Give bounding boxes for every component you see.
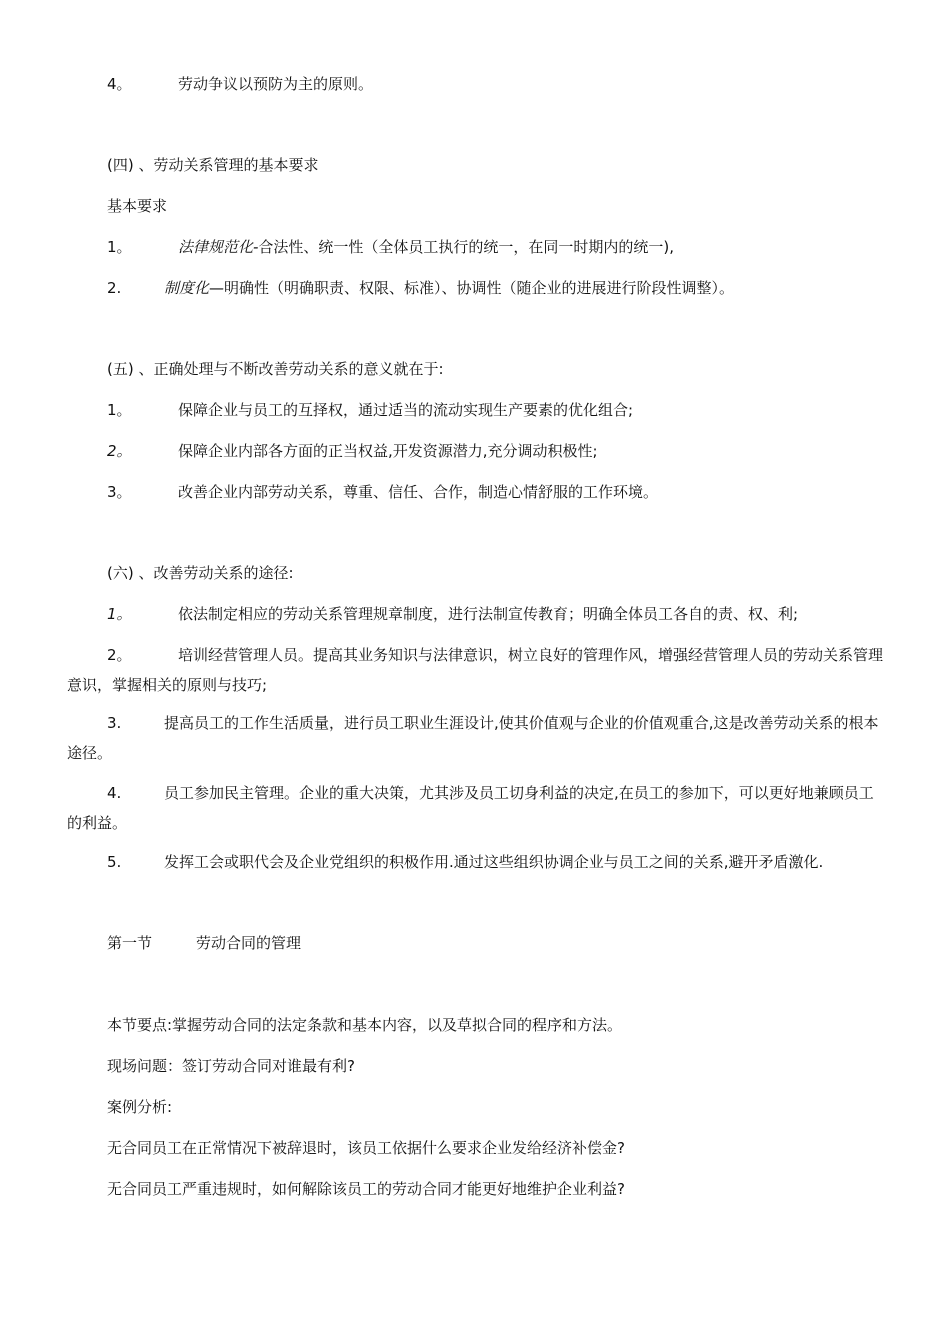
key-points: 本节要点:掌握劳动合同的法定条款和基本内容，以及草拟合同的程序和方法。 [107, 1016, 623, 1034]
list-item-text: 改善企业内部劳动关系，尊重、信任、合作，制造心情舒服的工作环境。 [178, 483, 659, 501]
case-label: 案例分析: [107, 1098, 173, 1116]
section-heading: (六) 、改善劳动关系的途径: [107, 564, 294, 582]
list-number: 3。 [107, 483, 132, 501]
list-number: 5. [107, 853, 122, 871]
list-number: 2。 [107, 646, 132, 664]
list-item-text: 培训经营管理人员。提高其业务知识与法律意识，树立良好的管理作风，增强经营管理人员的劳动关系管理意识，掌握相关的原则与技巧; [67, 646, 884, 694]
italic-term: 制度化— [164, 279, 225, 297]
item-body: 合法性、统一性（全体员工执行的统一，在同一时期内的统一), [258, 238, 675, 256]
list-item-text: 保障企业内部各方面的正当权益,开发资源潜力,充分调动积极性; [178, 442, 598, 460]
list-item-text: 发挥工会或职代会及企业党组织的积极作用.通过这些组织协调企业与员工之间的关系,避开矛盾激化. [164, 853, 824, 871]
list-item-text [178, 237, 674, 257]
list-number: 1。 [107, 401, 132, 419]
section-heading: (四) 、劳动关系管理的基本要求 [107, 156, 319, 174]
list-number: 4. [107, 784, 122, 802]
list-item-text: 提高员工的工作生活质量，进行员工职业生涯设计,使其价值观与企业的价值观重合,这是改善劳动关系的根本途径。 [67, 714, 879, 762]
item-body: 明确性（明确职责、权限、标准）、协调性（随企业的进展进行阶段性调整）。 [224, 279, 735, 297]
list-item [67, 708, 887, 768]
list-item [67, 640, 887, 700]
chapter-title: 劳动合同的管理 [196, 934, 302, 952]
case-question: 无合同员工在正常情况下被辞退时，该员工依据什么要求企业发给经济补偿金? [107, 1139, 625, 1157]
list-number: 2。 [107, 442, 132, 460]
list-number: 4。 [107, 75, 132, 93]
subheading: 基本要求 [107, 197, 168, 215]
italic-term: 法律规范化- [178, 238, 259, 256]
list-number: 1。 [107, 238, 132, 256]
case-question: 无合同员工严重违规时，如何解除该员工的劳动合同才能更好地维护企业利益? [107, 1180, 625, 1198]
chapter-label: 第一节 [107, 934, 153, 952]
list-item-text: 依法制定相应的劳动关系管理规章制度，进行法制宣传教育；明确全体员工各自的责、权、利; [178, 605, 799, 623]
list-item-text: 员工参加民主管理。企业的重大决策，尤其涉及员工切身利益的决定,在员工的参加下，可以更好地兼顾员工的利益。 [67, 784, 874, 832]
list-number: 1。 [107, 605, 132, 623]
field-question: 现场问题：签订劳动合同对谁最有利? [107, 1057, 355, 1075]
list-number: 3. [107, 714, 122, 732]
list-item-text: 保障企业与员工的互择权，通过适当的流动实现生产要素的优化组合; [178, 401, 634, 419]
list-number: 2. [107, 279, 122, 297]
list-item-text [164, 278, 734, 298]
list-item-text: 劳动争议以预防为主的原则。 [178, 75, 374, 93]
section-heading: (五) 、正确处理与不断改善劳动关系的意义就在于: [107, 360, 444, 378]
list-item [67, 778, 887, 838]
